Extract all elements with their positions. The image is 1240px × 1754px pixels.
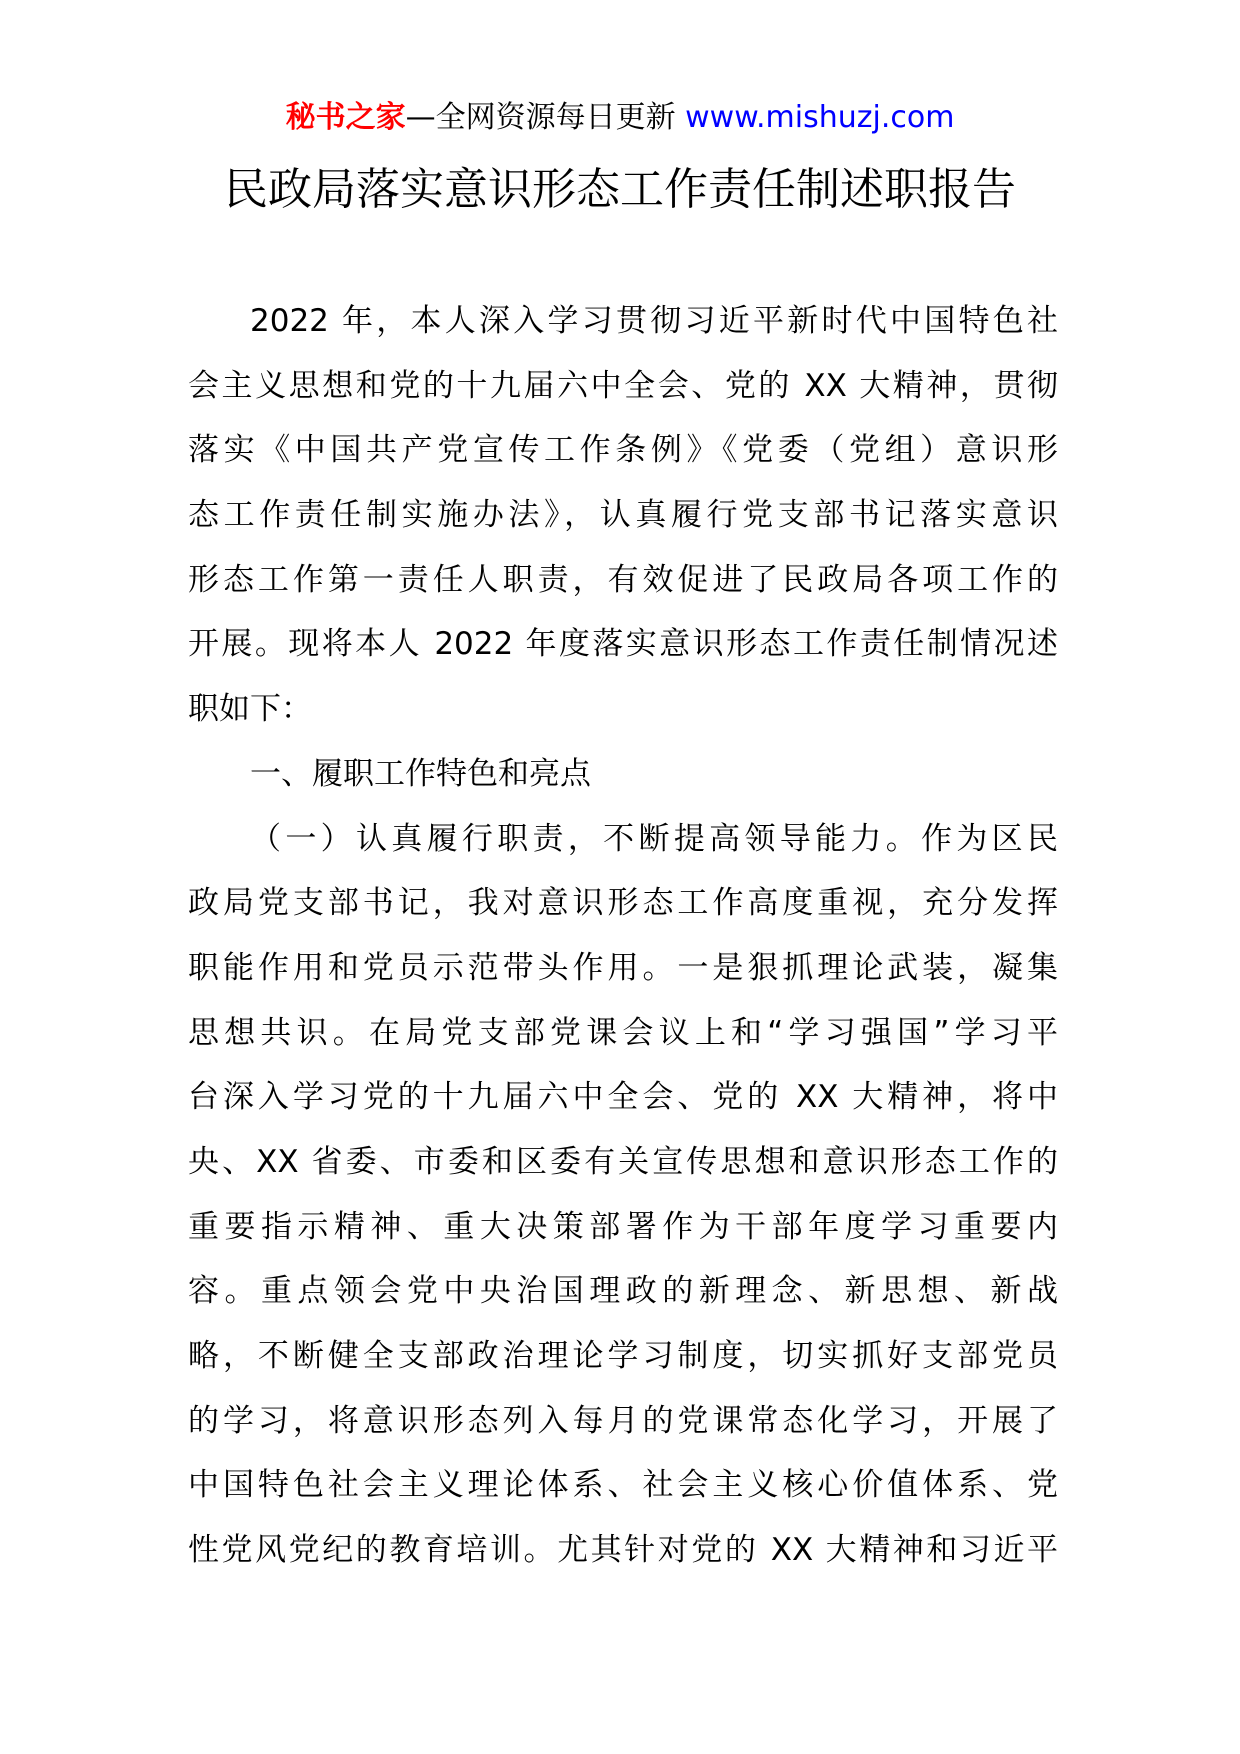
site-header (0, 98, 1240, 138)
site-url-link[interactable]: www.mishuzj.com (685, 100, 955, 135)
paragraph-line: 职能作用和党员示范带头作用。一是狠抓理论武装，凝集 (188, 949, 1058, 986)
section-heading: 一、履职工作特色和亮点 (250, 755, 591, 792)
paragraph-line: 2022 年，本人深入学习贯彻习近平新时代中国特色社 (250, 303, 1058, 339)
paragraph-line: 会主义思想和党的十九届六中全会、党的 XX 大精神，贯彻 (188, 367, 1058, 404)
paragraph-line: 落实《中国共产党宣传工作条例》《党委（党组）意识形 (188, 432, 1058, 469)
paragraph-line: 央、XX 省委、市委和区委有关宣传思想和意识形态工作的 (188, 1143, 1058, 1180)
paragraph-line: 略，不断健全支部政治理论学习制度，切实抓好支部党员 (188, 1338, 1058, 1374)
paragraph-line: （一）认真履行职责，不断提高领导能力。作为区民 (250, 820, 1058, 857)
header-tagline: —全网资源每日更新 (405, 100, 686, 135)
paragraph-line: 的学习，将意识形态列入每月的党课常态化学习，开展了 (188, 1402, 1058, 1439)
paragraph-line: 性党风党纪的教育培训。尤其针对党的 XX 大精神和习近平 (188, 1532, 1058, 1569)
document-body (188, 289, 1058, 1583)
paragraph-line: 形态工作第一责任人职责，有效促进了民政局各项工作的 (188, 561, 1058, 598)
paragraph-line: 态工作责任制实施办法》，认真履行党支部书记落实意识 (188, 497, 1058, 534)
paragraph-line: 思想共识。在局党支部党课会议上和“学习强国”学习平 (188, 1014, 1058, 1051)
document-title: 民政局落实意识形态工作责任制述职报告 (224, 164, 1016, 215)
paragraph-line: 政局党支部书记，我对意识形态工作高度重视，充分发挥 (188, 885, 1058, 922)
paragraph-line: 职如下： (188, 691, 312, 728)
brand-name: 秘书之家 (285, 100, 406, 135)
paragraph-line: 容。重点领会党中央治国理政的新理念、新思想、新战 (188, 1273, 1058, 1310)
paragraph-line: 重要指示精神、重大决策部署作为干部年度学习重要内 (188, 1208, 1058, 1245)
paragraph-line: 中国特色社会主义理论体系、社会主义核心价值体系、党 (188, 1467, 1058, 1504)
paragraph-line: 开展。现将本人 2022 年度落实意识形态工作责任制情况述 (188, 626, 1058, 663)
paragraph-line: 台深入学习党的十九届六中全会、党的 XX 大精神，将中 (188, 1079, 1058, 1116)
